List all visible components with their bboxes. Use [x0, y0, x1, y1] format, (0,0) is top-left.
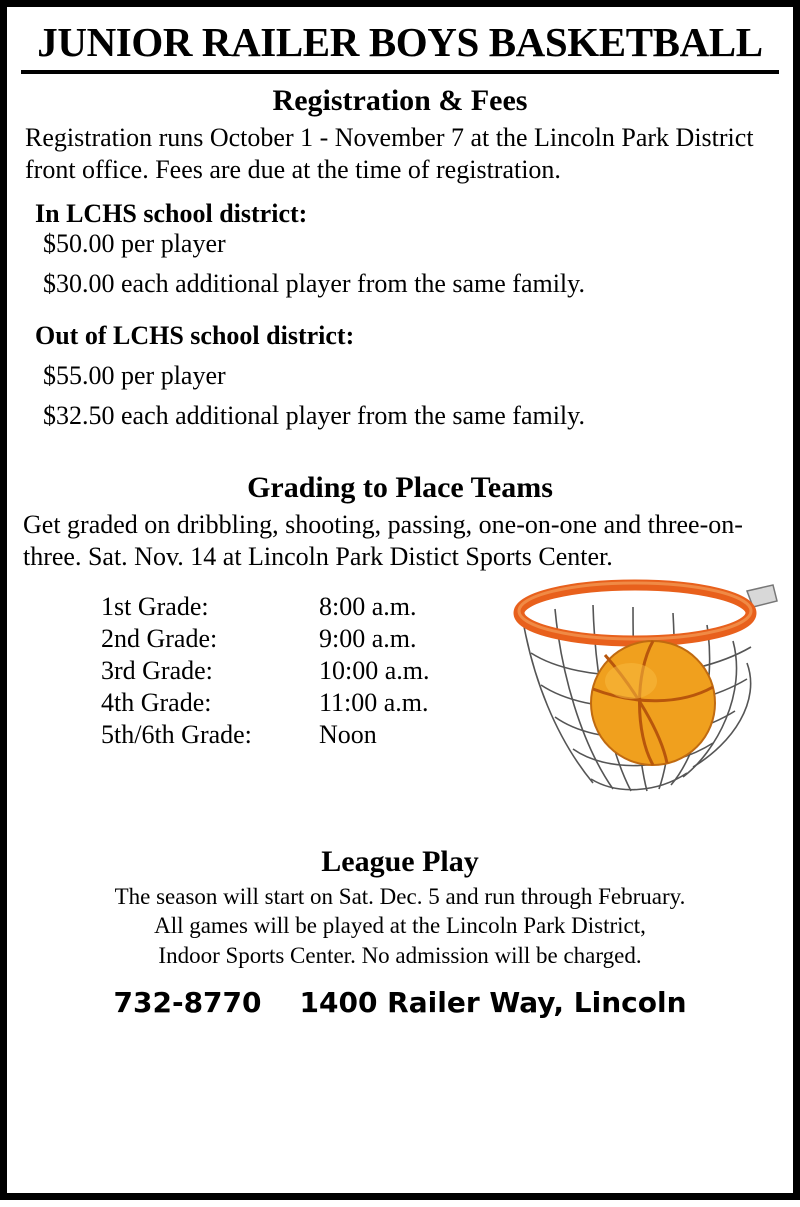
schedule-time: 10:00 a.m. [319, 655, 430, 685]
schedule-grade: 3rd Grade: [101, 655, 213, 685]
league-line-3: Indoor Sports Center. No admission will be charged. [158, 942, 642, 968]
registration-heading: Registration & Fees [272, 84, 528, 118]
spacer [21, 299, 779, 321]
schedule-grade: 4th Grade: [101, 687, 212, 717]
out-district-fee-2: $32.50 each additional player from the same family. [43, 401, 585, 431]
spacer [21, 431, 779, 471]
schedule-time: 9:00 a.m. [319, 623, 417, 653]
league-line-1: The season will start on Sat. Dec. 5 and run through February. [114, 883, 686, 909]
schedule-time: Noon [319, 719, 377, 749]
out-district-heading: Out of LCHS school district: [35, 321, 355, 351]
table-row [101, 623, 430, 655]
basketball-hoop-icon [485, 577, 785, 827]
address: 1400 Railer Way, Lincoln [299, 986, 687, 1020]
title-divider [21, 70, 779, 74]
table-row [101, 719, 430, 751]
grading-schedule-section [21, 591, 779, 841]
table-row [101, 591, 430, 623]
grading-heading: Grading to Place Teams [247, 471, 553, 505]
in-district-fee-1: $50.00 per player [43, 229, 226, 259]
in-district-heading: In LCHS school district: [35, 199, 308, 229]
schedule-grade: 2nd Grade: [101, 623, 218, 653]
league-heading: League Play [321, 844, 479, 878]
spacer [21, 185, 779, 199]
grading-schedule-table [101, 591, 430, 751]
schedule-time: 11:00 a.m. [319, 687, 429, 717]
schedule-grade: 1st Grade: [101, 591, 209, 621]
flyer-content [7, 21, 793, 1207]
in-district-fee-2: $30.00 each additional player from the same family. [43, 269, 585, 299]
registration-intro: Registration runs October 1 - November 7 at the Lincoln Park District front office. Fees are due at the time of registration. [25, 123, 754, 184]
phone-number: 732-8770 [113, 986, 262, 1020]
schedule-grade: 5th/6th Grade: [101, 719, 252, 749]
schedule-time: 8:00 a.m. [319, 591, 417, 621]
page-title: JUNIOR RAILER BOYS BASKETBALL [37, 19, 763, 65]
table-row [101, 687, 430, 719]
footer-contact [21, 986, 779, 1019]
league-line-2: All games will be played at the Lincoln Park District, [154, 913, 646, 939]
table-row [101, 655, 430, 687]
grading-intro: Get graded on dribbling, shooting, passing, one-on-one and three-on-three. Sat. Nov. 14 at Lincoln Park Distict Sports Center. [23, 510, 743, 572]
out-district-fee-1: $55.00 per player [43, 361, 226, 391]
